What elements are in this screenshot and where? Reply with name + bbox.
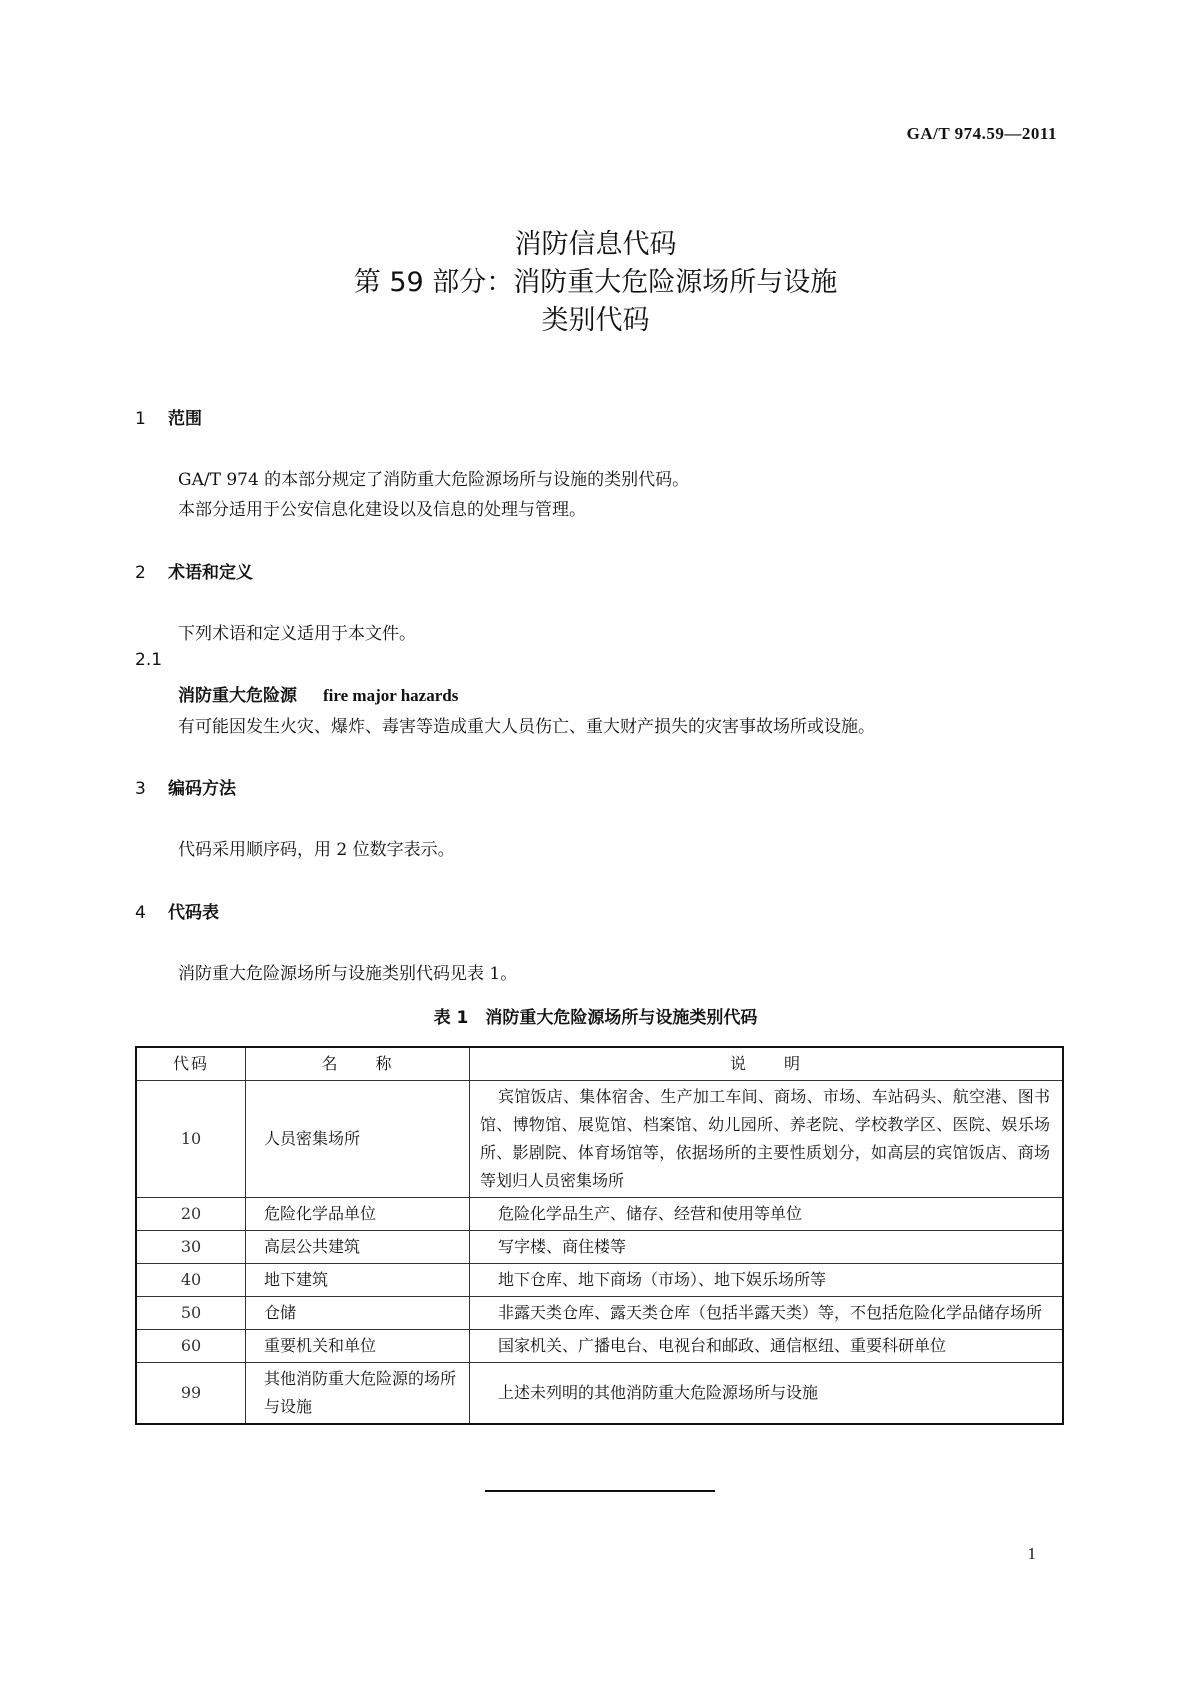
section-3-heading [135,774,236,799]
title-line-1: 消防信息代码 [514,229,677,260]
row-code: 30 [136,1231,246,1264]
row-code: 60 [136,1330,246,1363]
row-code: 50 [136,1297,246,1330]
section-title: 术语和定义 [168,563,253,583]
row-description: 非露天类仓库、露天类仓库（包括半露天类）等，不包括危险化学品储存场所 [470,1297,1064,1330]
table-row [136,1231,1063,1264]
term-english: fire major hazards [323,686,459,705]
row-name: 人员密集场所 [246,1081,470,1198]
header-name: 名 称 [246,1047,470,1081]
section-1-heading [135,404,202,429]
term-number: 2.1 [135,650,163,670]
section-number: 3 [135,779,146,799]
row-description: 上述未列明的其他消防重大危险源场所与设施 [470,1363,1064,1425]
document-title [0,226,1191,340]
table-row [136,1297,1063,1330]
row-code: 20 [136,1198,246,1231]
row-description: 宾馆饭店、集体宿舍、生产加工车间、商场、市场、车站码头、航空港、图书馆、博物馆、展览馆、档案馆、幼儿园所、养老院、学校教学区、医院、娱乐场所、影剧院、体育场馆等，依据场所的主要性质划分，如高层的宾馆饭店、商场等划归人员密集场所 [470,1081,1064,1198]
table-row [136,1198,1063,1231]
row-code: 40 [136,1264,246,1297]
table-header-row [136,1047,1063,1081]
row-name: 高层公共建筑 [246,1231,470,1264]
row-name: 重要机关和单位 [246,1330,470,1363]
row-code: 10 [136,1081,246,1198]
table-row [136,1081,1063,1198]
section-title: 编码方法 [168,779,236,799]
row-description: 危险化学品生产、储存、经营和使用等单位 [470,1198,1064,1231]
table-caption: 表 1 消防重大危险源场所与设施类别代码 [433,1008,758,1028]
section-4-paragraph-1: 消防重大危险源场所与设施类别代码见表 1。 [178,964,518,984]
title-line-2: 第 59 部分：消防重大危险源场所与设施 [353,267,838,298]
section-2-heading [135,558,253,583]
term-definition: 有可能因发生火灾、爆炸、毒害等造成重大人员伤亡、重大财产损失的灾害事故场所或设施。 [178,717,875,737]
section-4-heading [135,898,219,923]
section-number: 2 [135,563,146,583]
section-number: 1 [135,409,146,429]
title-line-3: 类别代码 [541,305,650,336]
row-description: 国家机关、广播电台、电视台和邮政、通信枢纽、重要科研单位 [470,1330,1064,1363]
section-3-paragraph-1: 代码采用顺序码，用 2 位数字表示。 [178,840,455,860]
row-name: 其他消防重大危险源的场所与设施 [246,1363,470,1425]
term-chinese: 消防重大危险源 [178,686,297,706]
table-row [136,1330,1063,1363]
row-code: 99 [136,1363,246,1425]
row-name: 地下建筑 [246,1264,470,1297]
header-code: 代码 [136,1047,246,1081]
table-row [136,1264,1063,1297]
end-of-document-rule [485,1490,715,1492]
section-number: 4 [135,903,146,923]
header-description: 说 明 [470,1047,1064,1081]
table-row [136,1363,1063,1425]
term-entry [178,681,458,706]
row-description: 写字楼、商住楼等 [470,1231,1064,1264]
page-number: 1 [1027,1544,1036,1563]
section-1-paragraph-1: GA/T 974 的本部分规定了消防重大危险源场所与设施的类别代码。 [178,470,690,490]
row-name: 危险化学品单位 [246,1198,470,1231]
section-1-paragraph-2: 本部分适用于公安信息化建设以及信息的处理与管理。 [178,500,586,520]
row-description: 地下仓库、地下商场（市场）、地下娱乐场所等 [470,1264,1064,1297]
section-title: 代码表 [168,903,219,923]
row-name: 仓储 [246,1297,470,1330]
section-2-paragraph-1: 下列术语和定义适用于本文件。 [178,624,416,644]
code-table [135,1046,1064,1425]
standard-code: GA/T 974.59—2011 [906,124,1057,143]
section-title: 范围 [168,409,202,429]
